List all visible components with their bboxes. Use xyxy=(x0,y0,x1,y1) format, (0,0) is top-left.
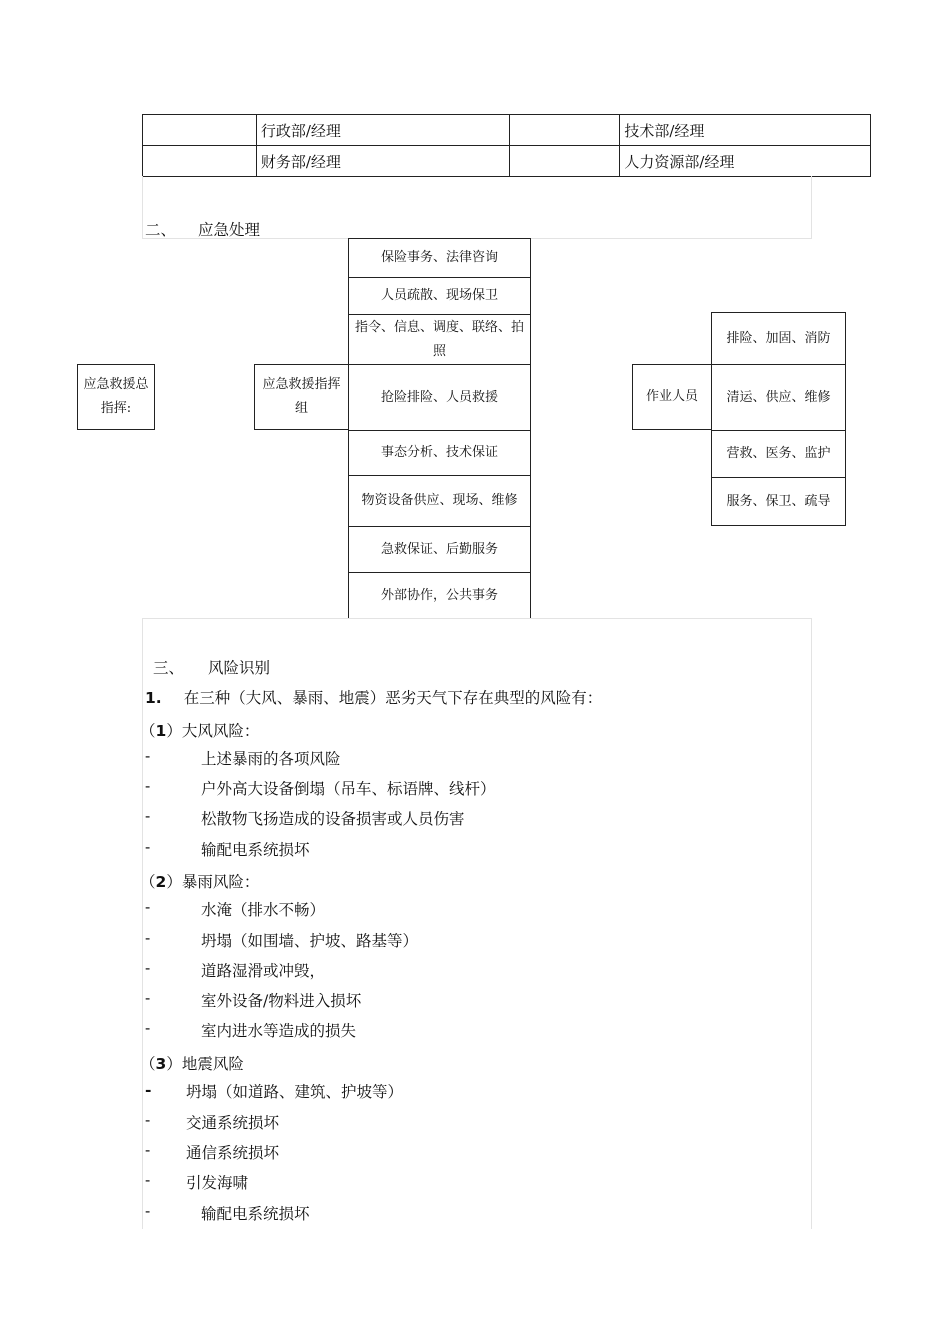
dash-bullet: - xyxy=(145,838,151,856)
task-box xyxy=(348,572,531,619)
category-label: ）地震风险 xyxy=(166,1055,244,1073)
task-box xyxy=(348,238,531,278)
commander-label: 应急救援总指挥: xyxy=(83,377,149,416)
worker-task-box xyxy=(711,312,846,365)
list-item-text: 输配电系统损坏 xyxy=(201,1205,310,1223)
list-item-text: 引发海啸 xyxy=(186,1174,249,1192)
worker-task-box xyxy=(711,430,846,478)
list-item xyxy=(145,777,150,795)
paren: （ xyxy=(140,873,156,891)
list-item-text: 坍塌（如道路、建筑、护坡等） xyxy=(186,1083,404,1101)
dash-bullet: - xyxy=(145,777,151,795)
list-item-text: 交通系统损坏 xyxy=(186,1114,280,1132)
section-number: 三、 xyxy=(153,659,185,677)
list-item-text: 松散物飞扬造成的设备损害或人员伤害 xyxy=(201,810,465,828)
dash-bullet: - xyxy=(145,1141,151,1159)
paren: （ xyxy=(140,722,156,740)
list-item-text: 室内进水等造成的损失 xyxy=(201,1022,357,1040)
quake-heading xyxy=(140,1052,244,1074)
list-item xyxy=(145,838,150,856)
list-item xyxy=(145,1111,150,1129)
wind-heading xyxy=(140,719,259,741)
dash-bullet: - xyxy=(145,1111,151,1129)
table-cell: 技术部/经理 xyxy=(620,115,871,146)
task-box xyxy=(348,314,531,365)
commander-box xyxy=(77,364,155,430)
list-item-text: 道路湿滑或冲毁， xyxy=(201,962,326,980)
category-number: 1 xyxy=(155,722,167,740)
list-item xyxy=(145,989,150,1007)
dash-bullet: - xyxy=(145,807,151,825)
list-item-text: 坍塌（如围墙、护坡、路基等） xyxy=(201,932,419,950)
list-item xyxy=(145,1019,150,1037)
dash-bullet: - xyxy=(145,1202,151,1220)
task-label: 急救保证、后勤服务 xyxy=(380,541,498,557)
worker-task-label: 清运、供应、维修 xyxy=(726,389,831,405)
section-title: 应急处理 xyxy=(198,221,261,239)
worker-task-label: 营救、医务、监护 xyxy=(726,446,831,461)
table-cell-empty xyxy=(510,146,620,177)
list-item xyxy=(145,1202,150,1220)
paren: （ xyxy=(140,1055,156,1073)
workers-box xyxy=(632,364,712,430)
task-label: 事态分析、技术保证 xyxy=(380,445,498,460)
list-item xyxy=(145,1080,151,1099)
table-cell: 财务部/经理 xyxy=(256,146,510,177)
command-group-box xyxy=(254,364,349,430)
table-cell: 人力资源部/经理 xyxy=(620,146,871,177)
list-item xyxy=(145,898,150,916)
task-label: 指令、信息、调度、联络、拍照 xyxy=(354,319,524,359)
task-label: 抢险排险、人员救援 xyxy=(380,389,498,405)
category-label: ）大风风险： xyxy=(166,722,260,740)
list-item-text: 室外设备/物料进入损坏 xyxy=(201,992,362,1010)
worker-task-box xyxy=(711,477,846,526)
worker-task-label: 排险、加固、消防 xyxy=(726,330,831,346)
task-label: 外部协作，公共事务 xyxy=(380,587,498,603)
dash-bullet: - xyxy=(145,1019,151,1037)
section-frame xyxy=(142,618,812,1229)
table-cell-empty xyxy=(143,115,257,146)
roles-table xyxy=(142,114,871,177)
list-item xyxy=(145,929,150,947)
dash-bullet: - xyxy=(145,989,151,1007)
dash-bullet: - xyxy=(145,929,151,947)
section-number: 二、 xyxy=(145,221,177,239)
category-number: 3 xyxy=(155,1055,167,1073)
dash-bullet: - xyxy=(145,1171,151,1189)
table-row xyxy=(143,115,871,146)
table-row xyxy=(143,146,871,177)
section-title: 风险识别 xyxy=(208,659,271,677)
worker-task-label: 服务、保卫、疏导 xyxy=(726,493,831,509)
task-box xyxy=(348,475,531,527)
list-item xyxy=(145,959,150,977)
workers-label: 作业人员 xyxy=(645,389,698,404)
list-item-text: 户外高大设备倒塌（吊车、标语牌、线杆） xyxy=(201,780,496,798)
dash-bullet: - xyxy=(145,1080,152,1099)
task-label: 保险事务、法律咨询 xyxy=(380,250,498,265)
category-label: ）暴雨风险： xyxy=(166,873,260,891)
task-label: 物资设备供应、现场、维修 xyxy=(361,493,518,508)
list-item xyxy=(145,1171,150,1189)
task-label: 人员疏散、现场保卫 xyxy=(380,288,498,303)
section-heading-2 xyxy=(145,218,260,240)
list-item xyxy=(145,807,150,825)
list-item-text: 上述暴雨的各项风险 xyxy=(201,750,341,768)
task-box xyxy=(348,430,531,476)
list-item xyxy=(145,747,150,765)
dash-bullet: - xyxy=(145,747,151,765)
intro-line xyxy=(145,686,602,708)
command-group-label: 应急救援指挥组 xyxy=(262,377,341,416)
rain-heading xyxy=(140,870,259,892)
list-item-text: 通信系统损坏 xyxy=(186,1144,280,1162)
intro-text: 在三种（大风、暴雨、地震）恶劣天气下存在典型的风险有： xyxy=(183,689,603,707)
worker-task-box xyxy=(711,364,846,431)
dash-bullet: - xyxy=(145,959,151,977)
section-heading-3 xyxy=(153,656,270,678)
dash-bullet: - xyxy=(145,898,151,916)
intro-number: 1. xyxy=(145,689,162,707)
category-number: 2 xyxy=(155,873,167,891)
list-item xyxy=(145,1141,150,1159)
table-cell-empty xyxy=(143,146,257,177)
list-item-text: 输配电系统损坏 xyxy=(201,841,310,859)
table-cell-empty xyxy=(510,115,620,146)
table-cell: 行政部/经理 xyxy=(256,115,510,146)
task-box xyxy=(348,364,531,431)
list-item-text: 水淹（排水不畅） xyxy=(201,901,326,919)
task-box xyxy=(348,277,531,315)
task-box xyxy=(348,526,531,573)
